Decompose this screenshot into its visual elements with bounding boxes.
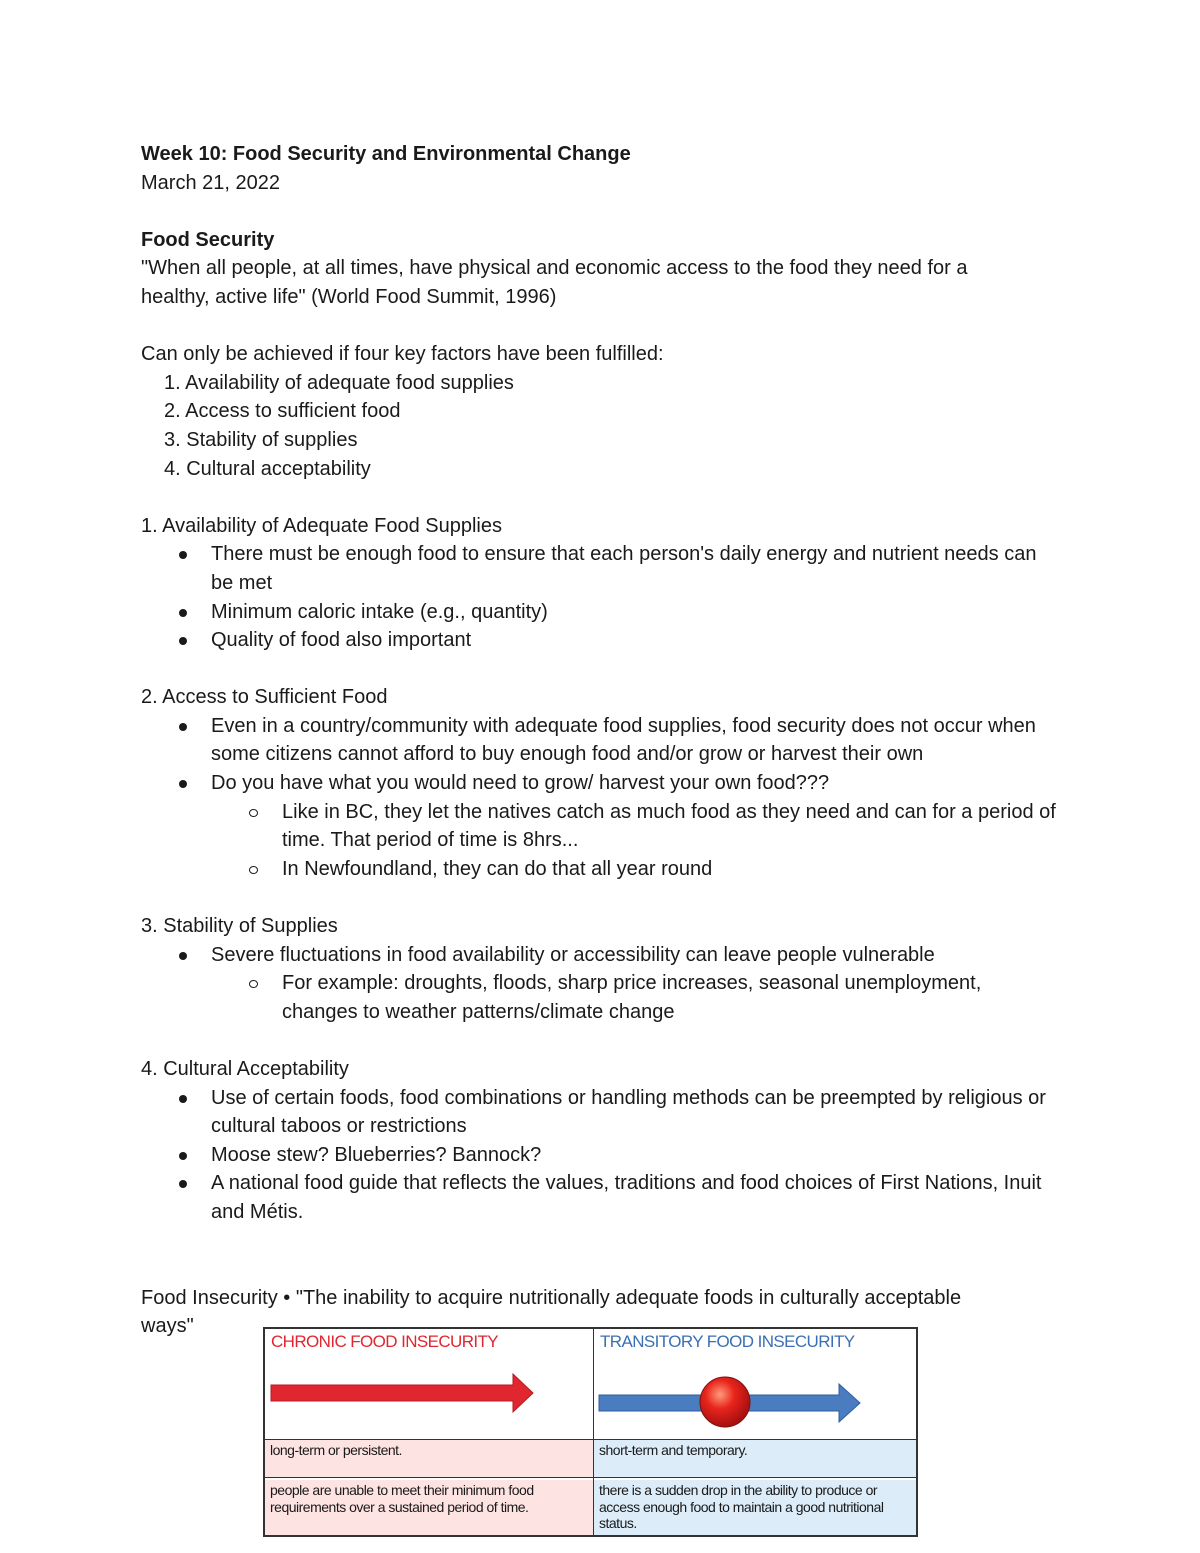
document-page — [141, 140, 1061, 1341]
list-item: Severe fluctuations in food availability or accessibility can leave people vulnerable — [141, 941, 1061, 970]
list-item: Minimum caloric intake (e.g., quantity) — [141, 598, 1061, 627]
blue-arrow-icon — [594, 1329, 919, 1439]
transitory-column — [594, 1329, 916, 1535]
list-item: Even in a country/community with adequate food supplies, food security does not occur when some citizens cannot afford to buy enough food and/or grow or harvest their own — [141, 712, 1061, 769]
spacer — [141, 655, 1061, 684]
definition-line: "When all people, at all times, have physical and economic access to the food they need for a — [141, 257, 968, 280]
spacer — [141, 197, 1061, 226]
spacer — [141, 312, 1061, 341]
sub-bullet-list — [141, 798, 1061, 884]
spacer — [141, 1227, 1061, 1256]
list-item: 2. Access to sufficient food — [164, 400, 401, 423]
list-item: 4. Cultural acceptability — [164, 457, 371, 480]
food-insecurity-line: Food Insecurity • "The inability to acquire nutritionally adequate foods in culturally acceptable — [141, 1286, 962, 1309]
section-heading: 1. Availability of Adequate Food Supplies — [141, 514, 502, 537]
list-item: 1. Availability of adequate food supplies — [164, 371, 514, 394]
list-item: 3. Stability of supplies — [164, 428, 358, 451]
chronic-header — [265, 1329, 593, 1440]
list-item — [141, 769, 1061, 798]
chronic-row-duration: long-term or persistent. — [265, 1440, 593, 1478]
list-item: For example: droughts, floods, sharp price increases, seasonal unemployment, changes to weather patterns/climate change — [211, 969, 1061, 1026]
bullet-list — [141, 712, 1061, 798]
list-item: Quality of food also important — [141, 626, 1061, 655]
transitory-header — [594, 1329, 916, 1440]
food-insecurity-figure — [263, 1327, 918, 1537]
spacer — [141, 483, 1061, 512]
chronic-title: CHRONIC FOOD INSECURITY — [271, 1332, 499, 1351]
bullet-list — [141, 540, 1061, 654]
spacer — [141, 1255, 1061, 1284]
list-item: A national food guide that reflects the values, traditions and food choices of First Nations, Inuit and Métis. — [141, 1169, 1061, 1226]
transitory-title: TRANSITORY FOOD INSECURITY — [600, 1332, 855, 1351]
section-heading: 4. Cultural Acceptability — [141, 1058, 349, 1080]
spacer — [141, 883, 1061, 912]
chronic-row-description: people are unable to meet their minimum food requirements over a sustained period of time. — [265, 1480, 593, 1535]
food-insecurity-line: ways" — [141, 1315, 194, 1338]
transitory-row-description: there is a sudden drop in the ability to produce or access enough food to maintain a good nutritional status. — [594, 1480, 916, 1535]
food-security-heading: Food Security — [141, 228, 275, 251]
red-arrow-icon — [265, 1329, 593, 1439]
transitory-row-duration: short-term and temporary. — [594, 1440, 916, 1478]
section-heading: 3. Stability of Supplies — [141, 915, 338, 938]
date: March 21, 2022 — [141, 171, 280, 194]
bullet-list — [141, 941, 1061, 970]
sub-bullet-list — [141, 969, 1061, 1026]
chronic-column — [265, 1329, 594, 1535]
definition-line: healthy, active life" (World Food Summit, 1996) — [141, 285, 557, 308]
bullet-list — [141, 1084, 1061, 1227]
factors-intro: Can only be achieved if four key factors have been fulfilled: — [141, 343, 664, 366]
section-heading: 2. Access to Sufficient Food — [141, 686, 388, 709]
list-item: Like in BC, they let the natives catch as much food as they need and can for a period of time. That period of time is 8hrs... — [211, 798, 1061, 855]
list-item: Moose stew? Blueberries? Bannock? — [141, 1141, 1061, 1170]
factors-list — [141, 369, 1061, 483]
list-item: In Newfoundland, they can do that all year round — [211, 855, 1061, 884]
list-item: Use of certain foods, food combinations or handling methods can be preempted by religious or cultural taboos or restrictions — [141, 1084, 1061, 1141]
page-title: Week 10: Food Security and Environmental Change — [141, 143, 631, 165]
list-item-text: Do you have what you would need to grow/ harvest your own food??? — [211, 772, 830, 795]
spacer — [141, 1026, 1061, 1055]
list-item: There must be enough food to ensure that each person's daily energy and nutrient needs can be met — [141, 540, 1061, 597]
